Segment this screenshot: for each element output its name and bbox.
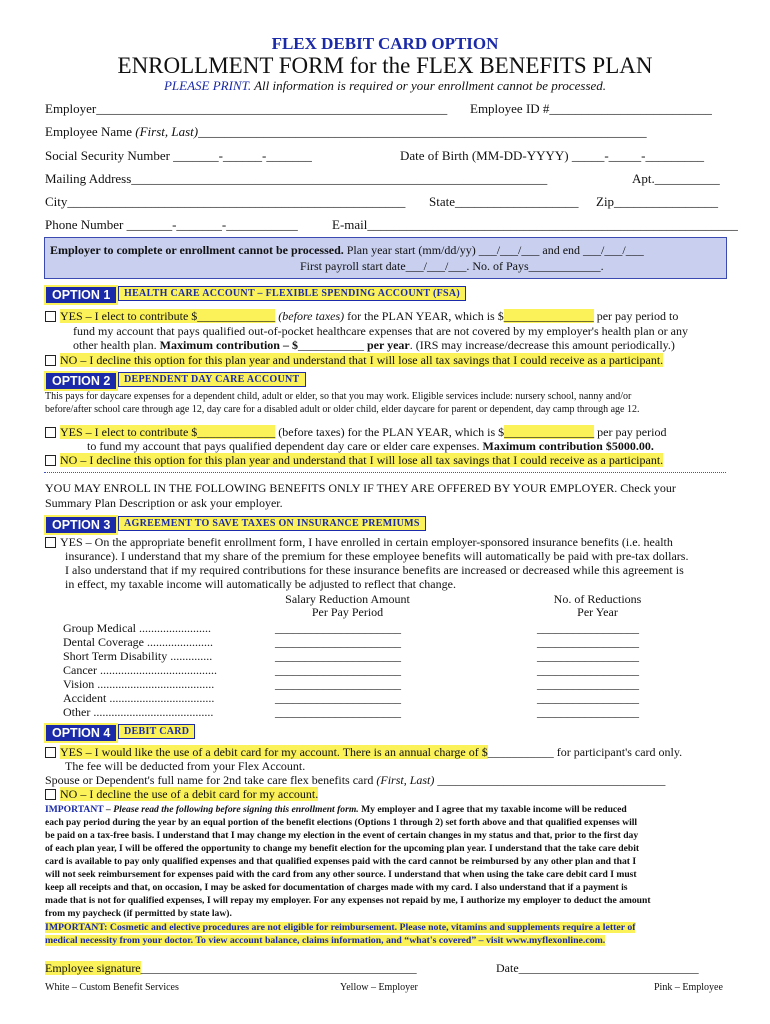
- option4-no-label: NO – I decline the use of a debit card for my account.: [60, 787, 319, 801]
- option3-badge: OPTION 3: [44, 515, 118, 535]
- form-title: FLEX DEBIT CARD OPTION: [271, 34, 499, 53]
- employer-field[interactable]: Employer______________________________________________________: [45, 101, 448, 116]
- option2-yes-checkbox[interactable]: [45, 427, 56, 438]
- option1-no-label: NO – I decline this option for this plan year and understand that I will lose all tax savings that I could receive as a participant.: [60, 353, 664, 367]
- option3-p1: YES – On the appropriate benefit enrollment form, I have enrolled in certain employer-sponsored insurance benefits (i.e. health: [60, 535, 673, 549]
- option1-per-pay-blank[interactable]: _______________: [503, 309, 594, 323]
- important1-l4: of each plan year, I will be offered the opportunity to change my benefit election for the upcoming plan year. I understand that the take care debit: [45, 843, 640, 854]
- signature-label: Employee signature: [45, 961, 141, 975]
- notice-line2: Summary Plan Description or ask your employer.: [45, 496, 283, 510]
- option4-fee-text: for participant's card only.: [553, 745, 683, 759]
- phone-field[interactable]: Phone Number _______-_______-___________: [45, 217, 298, 232]
- reductions-blank[interactable]: _________________: [537, 663, 639, 677]
- employee-id-field[interactable]: Employee ID #_________________________: [470, 101, 712, 116]
- important1-l1: My employer and I agree that my taxable income will be reduced: [358, 804, 627, 815]
- email-field[interactable]: E-mail_________________________________________________________: [332, 217, 738, 232]
- spouse-card-line: [45, 773, 665, 788]
- important1-lead: – Please read the following before signing this enrollment form.: [103, 804, 359, 815]
- option2-per-pay-text: per pay period: [594, 425, 667, 439]
- important1-l3: be paid on a tax-free basis. I understand that I may change my election in the event of certain changes in my status and that, prior to the first day: [45, 830, 639, 841]
- form-instruction: [0, 78, 770, 94]
- signature-field[interactable]: ______________________________________________: [140, 961, 417, 975]
- reductions-blank[interactable]: _________________: [537, 635, 639, 649]
- option4-fee-blank[interactable]: ___________: [487, 745, 554, 759]
- salary-blank[interactable]: _____________________: [275, 621, 401, 635]
- mailing-address-field[interactable]: Mailing Address________________________________________________________________: [45, 171, 548, 186]
- option1-per-pay-text: per pay period to: [593, 309, 679, 323]
- option2-no-checkbox[interactable]: [45, 455, 56, 466]
- reductions-blank[interactable]: _________________: [537, 691, 639, 705]
- option1-no-checkbox[interactable]: [45, 355, 56, 366]
- option1-title: HEALTH CARE ACCOUNT – FLEXIBLE SPENDING ACCOUNT (FSA): [118, 286, 466, 301]
- dob-field[interactable]: Date of Birth (MM-DD-YYYY) _____-_____-_________: [400, 148, 705, 163]
- important2-l1: IMPORTANT: Cosmetic and elective procedures are not eligible for reimbursement. Please note, vitamins and supplements require a letter of: [45, 922, 636, 933]
- signature-line: [45, 961, 417, 976]
- salary-blank[interactable]: _____________________: [275, 635, 401, 649]
- option3-p2: insurance). I understand that my share of the premium for these employee benefits will automatically be paid with pre-tax dollars.: [65, 549, 689, 563]
- apt-field[interactable]: Apt.__________: [632, 171, 720, 186]
- option4-yes-checkbox[interactable]: [45, 747, 56, 758]
- important1-l6: will not seek reimbursement for expenses paid with the card from any other source. I understand that when using the take care debit card I must: [45, 869, 637, 880]
- option1-max-contribution: Maximum contribution – $: [159, 338, 298, 352]
- option1-badge: OPTION 1: [44, 285, 118, 305]
- insurance-row-medical: Group Medical ........................: [63, 621, 211, 635]
- option2-badge: OPTION 2: [44, 371, 118, 391]
- spouse-card-hint: (First, Last): [376, 773, 435, 787]
- option2-title: DEPENDENT DAY CARE ACCOUNT: [118, 372, 306, 387]
- salary-blank[interactable]: _____________________: [275, 677, 401, 691]
- instruction-text: All information is required or your enrollment cannot be processed.: [251, 78, 607, 93]
- option2-no-line: [45, 453, 663, 468]
- state-field[interactable]: State___________________: [429, 194, 579, 209]
- insurance-row-cancer: Cancer .......................................: [63, 663, 217, 677]
- option2-line2-a: to fund my account that pays qualified dependent day care or elder care expenses.: [87, 439, 483, 453]
- option2-amount-blank[interactable]: _____________: [197, 425, 276, 439]
- option3-p3: I also understand that if my required contributions for these insurance benefits are increased or decreased while this agreement is: [65, 563, 684, 577]
- please-print: PLEASE PRINT.: [163, 78, 252, 93]
- col1-header2: Per Pay Period: [311, 605, 384, 619]
- option3-p4: in effect, my taxable income will automatically be adjusted to reflect that change.: [65, 577, 456, 591]
- option2-desc1: This pays for daycare expenses for a dependent child, adult or elder, so that you may work. Eligible services include: nursery school, nanny and/or: [45, 391, 632, 402]
- salary-blank[interactable]: _____________________: [275, 691, 401, 705]
- col2-header1: No. of Reductions: [553, 592, 642, 606]
- reductions-blank[interactable]: _________________: [537, 621, 639, 635]
- zip-field[interactable]: Zip________________: [596, 194, 719, 209]
- employer-box-line1: [50, 243, 644, 258]
- option3-yes-line: [45, 535, 673, 550]
- date-field[interactable]: Date______________________________: [496, 961, 699, 975]
- option1-yes-checkbox[interactable]: [45, 311, 56, 322]
- option2-plan-year-text: (before taxes) for the PLAN YEAR, which is $: [275, 425, 505, 439]
- option2-max-contribution: Maximum contribution $5000.00.: [482, 439, 654, 453]
- important1-l2: each pay period during the year by an equal portion of the benefit elections (Options 1 through 2) set forth above and that qualified expenses will: [45, 817, 638, 828]
- ssn-field[interactable]: Social Security Number _______-______-_______: [45, 148, 312, 163]
- section-divider: [44, 472, 726, 473]
- option1-yes-line: [45, 309, 678, 324]
- reductions-blank[interactable]: _________________: [537, 677, 639, 691]
- spouse-card-label: Spouse or Dependent's full name for 2nd take care flex benefits card: [45, 773, 377, 787]
- important2-l2: medical necessity from your doctor. To view account balance, claims information, and “what's covered” – visit www.myflexonline.com.: [45, 935, 606, 946]
- option4-badge: OPTION 4: [44, 723, 118, 743]
- city-field[interactable]: City____________________________________________________: [45, 194, 406, 209]
- option1-no-line: [45, 353, 663, 368]
- employer-box-bold: Employer to complete or enrollment cannot be processed.: [50, 243, 344, 257]
- reductions-blank[interactable]: _________________: [537, 649, 639, 663]
- employee-name-field[interactable]: [45, 124, 647, 140]
- footer-yellow-copy: Yellow – Employer: [340, 982, 418, 993]
- option1-max-blank[interactable]: ___________: [297, 338, 367, 352]
- important1-l8: made that is not for qualified expenses, I will repay my employer. For any expenses not repaid by me, I authorize my employer to deduct the amount: [45, 895, 651, 906]
- insurance-row-other: Other ........................................: [63, 705, 214, 719]
- option2-per-pay-blank[interactable]: _______________: [504, 425, 595, 439]
- option3-yes-checkbox[interactable]: [45, 537, 56, 548]
- insurance-row-std: Short Term Disability ..............: [63, 649, 213, 663]
- important1-line1: [45, 804, 627, 815]
- employee-name-hint: (First, Last): [135, 124, 199, 139]
- col2-header2: Per Year: [577, 605, 618, 619]
- salary-blank[interactable]: _____________________: [275, 649, 401, 663]
- reductions-blank[interactable]: _________________: [537, 705, 639, 719]
- insurance-row-vision: Vision .......................................: [63, 677, 215, 691]
- option4-title: DEBIT CARD: [118, 724, 195, 739]
- important1-label: IMPORTANT: [45, 804, 104, 815]
- option1-line3-a: other health plan.: [73, 338, 160, 352]
- footer-pink-copy: Pink – Employee: [654, 982, 723, 993]
- option4-yes-line: [45, 745, 682, 760]
- option4-yes-label: YES – I would like the use of a debit card for my account. There is an annual charge of $: [60, 745, 488, 759]
- option1-plan-year-text: for the PLAN YEAR, which is $: [344, 309, 504, 323]
- important1-l5: card is available to pay only qualified expenses and that qualified expenses paid with the card cannot be reimbursed by any other plan and that I: [45, 856, 637, 867]
- option2-desc2: before/after school care through age 12, day care for a disabled adult or older child, elder daycare for parent or dependent, day camp through age 12.: [45, 404, 640, 415]
- form-subtitle: ENROLLMENT FORM for the FLEX BENEFITS PLAN: [117, 53, 653, 78]
- plan-year-dates[interactable]: Plan year start (mm/dd/yy) ___/___/___ and end ___/___/___: [343, 243, 644, 257]
- option1-amount-blank[interactable]: _____________: [197, 309, 276, 323]
- option1-per-year: per year: [366, 338, 410, 352]
- option2-no-label: NO – I decline this option for this plan year and understand that I will lose all tax savings that I could receive as a participant.: [60, 453, 664, 467]
- insurance-row-dental: Dental Coverage ......................: [63, 635, 213, 649]
- employee-name-label: Employee Name: [45, 124, 136, 139]
- option4-no-checkbox[interactable]: [45, 789, 56, 800]
- option1-yes-line3: [73, 338, 675, 353]
- important1-l7: keep all receipts and that, on occasion, I may be asked for documentation of charges made with my card. I also understand that if a payment is: [45, 882, 628, 893]
- option2-yes-line: [45, 425, 666, 440]
- option3-title: AGREEMENT TO SAVE TAXES ON INSURANCE PREMIUMS: [118, 516, 426, 531]
- footer-white-copy: White – Custom Benefit Services: [45, 982, 179, 993]
- option2-yes-label: YES – I elect to contribute $: [60, 425, 198, 439]
- col1-header1: Salary Reduction Amount: [285, 592, 410, 606]
- option1-yes-label: YES – I elect to contribute $: [60, 309, 198, 323]
- salary-blank[interactable]: _____________________: [275, 663, 401, 677]
- spouse-name-field[interactable]: ______________________________________: [434, 773, 666, 787]
- salary-blank[interactable]: _____________________: [275, 705, 401, 719]
- option4-yes-line2: The fee will be deducted from your Flex Account.: [65, 759, 306, 773]
- important1-l9: from my paycheck (if permitted by state law).: [45, 908, 232, 919]
- option1-before-taxes: (before taxes): [275, 309, 345, 323]
- payroll-start-line[interactable]: First payroll start date___/___/___. No. of Pays____________.: [300, 259, 604, 273]
- insurance-row-accident: Accident ...................................: [63, 691, 215, 705]
- option4-no-line: [45, 787, 318, 802]
- option2-yes-line2: [87, 439, 654, 454]
- notice-line1: YOU MAY ENROLL IN THE FOLLOWING BENEFITS ONLY IF THEY ARE OFFERED BY YOUR EMPLOYER. Check your: [45, 481, 676, 495]
- option1-yes-line2: fund my account that pays qualified out-of-pocket healthcare expenses that are not covered by my employer's health plan or any: [73, 324, 688, 338]
- option1-irs-note: . (IRS may increase/decrease this amount periodically.): [409, 338, 675, 352]
- employee-name-line[interactable]: _____________________________________________________________________: [198, 124, 647, 139]
